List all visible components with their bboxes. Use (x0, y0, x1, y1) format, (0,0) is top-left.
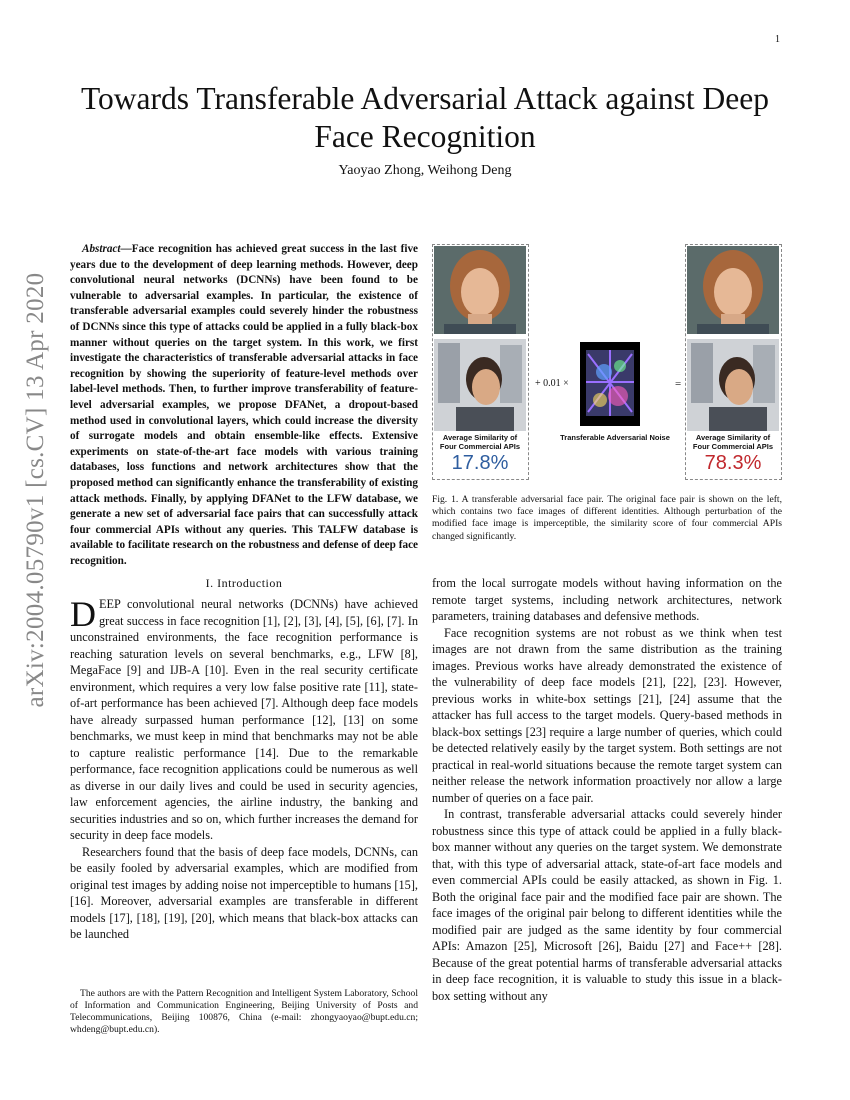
plus-coefficient: + 0.01 × (535, 378, 569, 389)
footnote (70, 988, 418, 1036)
paper-authors: Yaoyao Zhong, Weihong Deng (338, 163, 512, 178)
arxiv-stamp (14, 272, 58, 708)
section-heading: I. Introduction (205, 576, 283, 590)
figure-1 (432, 244, 782, 480)
face-image-man-original (434, 339, 526, 431)
face-image-woman-original (434, 246, 526, 334)
equals-sign: = (675, 378, 682, 390)
intro-paragraph-2: Researchers found that the basis of deep face models, DCNNs, can be easily fooled by adversarial examples, which are modified from original test images by adding noise not imperceptible to humans [15], [16]. Moreover, adversarial examples are transferable in different models [17], [18], [19], [20], which means that black-box attacks can be launched (70, 844, 418, 941)
right-similarity-label: Average Similarity of Four Commercial APIs (692, 433, 774, 451)
adversarial-noise-image (580, 342, 640, 426)
left-column (70, 596, 418, 943)
intro-paragraph-4: Face recognition systems are not robust as we think when test images are not drawn from the same distribution as the training images. Previous works have already demonstrated the existence of the vulnerability of deep face models [21], [22], [23]. However, previous works in white-box settings [21], [24] assume that the attacker has full access to the target models. Query-based methods in black-box settings [23] require a large number of queries, which could be detected relatively easily by the target system. Both settings are not practical in real-world situations because the remote target system can neither release the network information proactively nor allow a large number of queries on a face pair. (432, 625, 782, 805)
left-similarity-value: 17.8% (451, 452, 509, 474)
left-similarity-label: Average Similarity of Four Commercial APIs (439, 433, 521, 451)
abstract-text: —Face recognition has achieved great success in the last five years due to the development of deep learning methods. However, deep convolutional neural networks (DCNNs) have been found to be vulnerable to adversarial examples. In particular, the existence of transferable adversarial examples could severely hinder the robustness of DCNNs since this type of attacks could be applied in a fully black-box manner without queries on the target system. In this work, we first investigate the characteristics of transferable adversarial attacks in face recognition by showing the superiority of feature-level methods over label-level methods. Then, to further improve transferability of feature-level adversarial examples, we propose DFANet, a dropout-based method used in convolutional layers, which could increase the diversity of surrogate models and obtain ensemble-like effects. Extensive experiments on state-of-the-art face models with various training databases, loss functions and network architectures show that the proposed method can significantly enhance the transferability of existing attack methods. Finally, by applying DFANet to the LFW database, we generate a new set of adversarial face pairs that can successfully attack four commercial APIs without any queries. This TALFW database is available to facilitate research on the robustness and defense of deep face recognition. (70, 243, 418, 567)
footnote-text: The authors are with the Pattern Recognition and Intelligent System Laboratory, School of Information and Communication Engineering, Beijing University of Posts and Telecommunications, Beijing 100876, China (e-mail: zhongyaoyao@bupt.edu.cn; whdeng@bupt.edu.cn). (70, 988, 418, 1035)
abstract-label: Abstract (82, 243, 121, 255)
intro-paragraph-5: In contrast, transferable adversarial attacks could severely hinder robustness since this type of attack could be applied in a fully black-box manner without any queries on the target system. We demonstrate that, with this type of adversarial attack, state-of-art face models and even commercial APIs could be easily attacked, as shown in Fig. 1. Both the original face pair and the modified face pair are shown. The face images of the original pair belong to different identities while the modified pair are judged as the same identity by four commercial APIs: Amazon [25], Microsoft [26], Baidu [27] and Face++ [28]. Because of the great potential harms of transferable adversarial attacks in deep face recognition, it is valuable to study this issue in a black-box setting without any (432, 807, 782, 1003)
right-column (432, 575, 782, 1004)
intro-p1-text: EEP convolutional neural networks (DCNNs) have achieved great success in face recognition [1], [2], [3], [4], [5], [6], [7]. In unconstrained environments, the face recognition performance is reaching saturation levels on several benchmarks, e.g., LFW [8], MegaFace [9] and IJB-A [10]. Even in the real security certificate environment, which requires a very low false positive rate [11], state-of-art performance has been achieved [7]. Although deep face models have already surpassed human performance [12], [13] on some benchmarks, we must keep in mind that benchmarks may not be able to capture realistic performance [14]. Due to the remarkable performance, face recognition applications could be numerous as well as diverse in our daily lives and could be used in security agencies, law enforcement agencies, the airline industry, the banking and securities industries and so on, which further increases the demand for security in deep face models. (70, 597, 418, 842)
right-similarity-value: 78.3% (704, 452, 762, 474)
intro-paragraph-1 (70, 596, 418, 844)
face-image-woman-modified (687, 246, 779, 334)
noise-label: Transferable Adversarial Noise (560, 433, 670, 442)
arxiv-id: arXiv:2004.05790v1 [cs.CV] 13 Apr 2020 (22, 272, 49, 708)
page-number: 1 (775, 34, 780, 45)
paper-title: Towards Transferable Adversarial Attack against Deep Face Recognition (81, 81, 769, 154)
abstract (70, 242, 418, 569)
face-image-man-modified (687, 339, 779, 431)
intro-paragraph-3: from the local surrogate models without having information on the remote target systems, including network architectures, network parameters, training databases and defensive methods. (432, 576, 782, 623)
dropcap: D (70, 594, 96, 634)
figure-caption: Fig. 1. A transferable adversarial face pair. The original face pair is shown on the left, which contains two face images of different identities. Although perturbation of the modified face image is imperceptible, the similarity score of four commercial APIs changed significantly. (432, 494, 782, 542)
